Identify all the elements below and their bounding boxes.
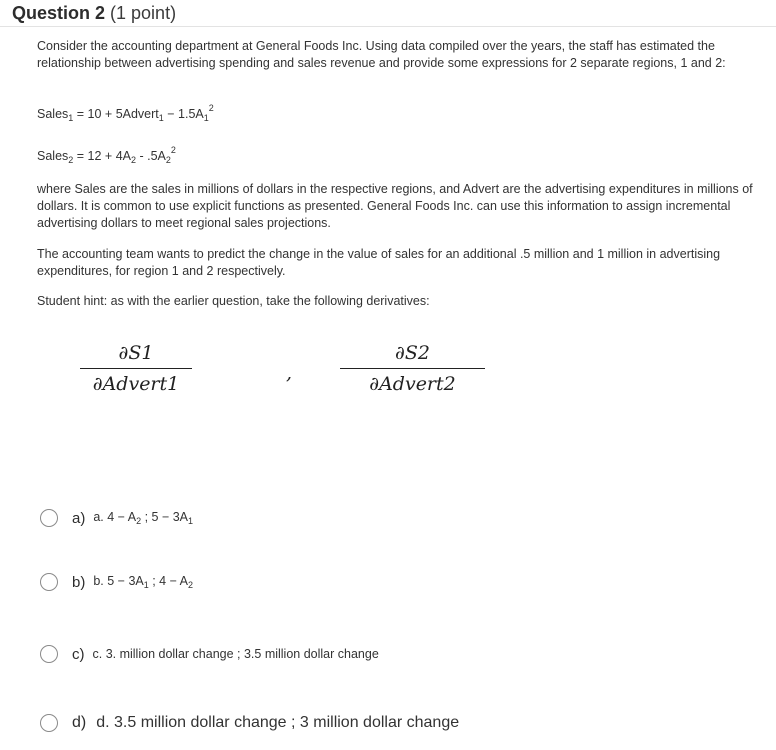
derivative-2-numerator: ∂S2: [340, 342, 485, 369]
question-intro: Consider the accounting department at General Foods Inc. Using data compiled over the years, the staff has estimated the relationship between advertising spending and sales revenue and provide some expressions for 2 separate regions, 1 and 2:: [37, 39, 726, 70]
derivative-1-denominator: ∂Advert1: [92, 373, 180, 395]
question-points: (1 point): [110, 3, 177, 23]
answer-option-d[interactable]: [40, 714, 459, 732]
answer-option-a[interactable]: [40, 509, 193, 527]
derivative-1: [80, 342, 192, 395]
definitions-paragraph: where Sales are the sales in millions of dollars in the respective regions, and Advert are the advertising expenditures in millions of dollars. It is common to use explicit functions as presented. General Foods Inc. can use this information to assign incremental advertising dollars to meet regional sales projections.: [37, 182, 753, 230]
derivative-2-denominator: ∂Advert2: [369, 373, 456, 395]
question-name: Question 2: [12, 3, 106, 23]
option-d-text: d. 3.5 million dollar change ; 3 million dollar change: [96, 714, 460, 731]
question-header: [0, 0, 776, 27]
option-a-text: a. $4 - A_2$ ; $5 - 3A_1$: [93, 510, 194, 526]
option-d-letter: d): [72, 714, 87, 731]
derivative-2: [340, 342, 485, 395]
student-hint: Student hint: as with the earlier question, take the following derivatives:: [37, 294, 430, 308]
option-a-letter: a): [72, 509, 86, 527]
option-d-radio[interactable]: [40, 714, 58, 732]
answer-option-b[interactable]: [40, 573, 193, 591]
option-b-text: b. $5 - 3A_1$ ; $4 - A_2$: [93, 574, 194, 590]
option-b-letter: b): [72, 573, 86, 591]
derivative-separator: ,: [286, 362, 293, 384]
sales-equation-2: Sales$_2$ = $12 + 4A_2 - .5A_2^2$: [37, 145, 176, 165]
option-c-text: c. 3. million dollar change ; 3.5 million dollar change: [92, 647, 379, 661]
sales-equation-1: Sales$_1$ = 10 + 5Advert$_1$ − $1.5A_1^2$: [37, 103, 214, 123]
option-c-letter: c): [72, 645, 85, 663]
question-title: [12, 3, 176, 24]
answer-option-c[interactable]: [40, 645, 379, 663]
derivative-1-numerator: ∂S1: [80, 342, 192, 369]
option-b-radio[interactable]: [40, 573, 58, 591]
task-paragraph: The accounting team wants to predict the change in the value of sales for an additional .5 million and 1 million in advertising expenditures, for region 1 and 2 respectively.: [37, 247, 721, 278]
option-a-radio[interactable]: [40, 509, 58, 527]
option-c-radio[interactable]: [40, 645, 58, 663]
